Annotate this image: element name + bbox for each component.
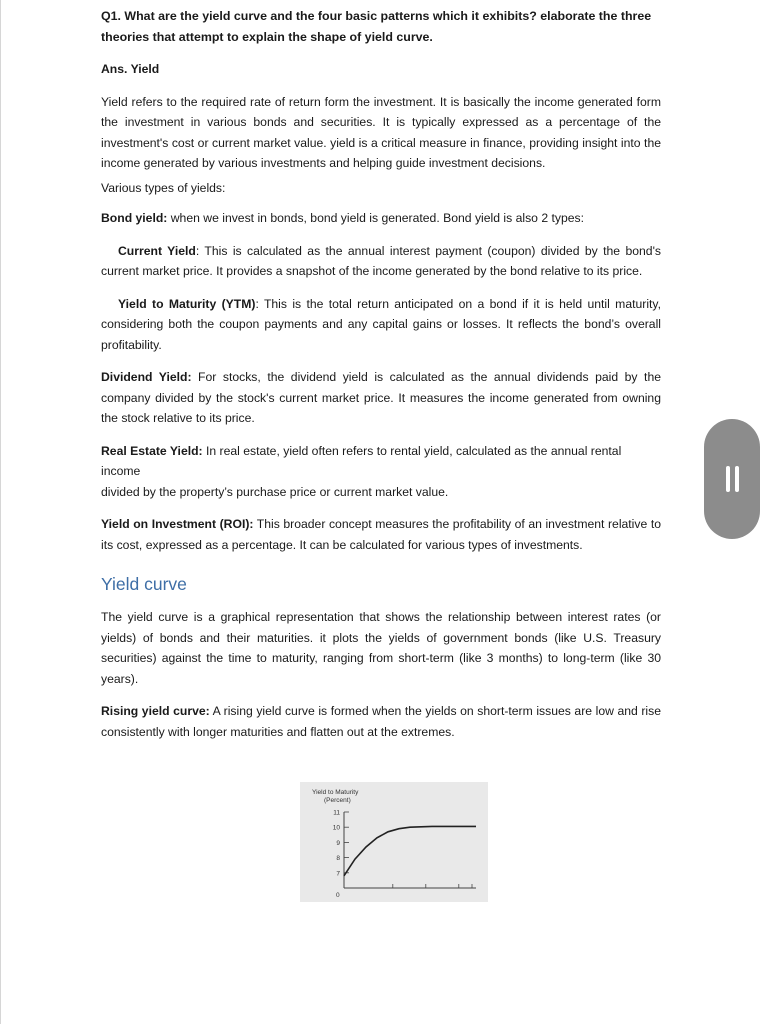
dividend-yield-text: For stocks, the dividend yield is calculated as the annual dividends paid by the company divided by the stock's current market price. It measures the income generated from owning the stock relative to its price.: [101, 370, 662, 425]
chart-ytick-label: 9: [336, 839, 340, 847]
roi-paragraph: [101, 514, 661, 555]
scroll-handle[interactable]: [704, 419, 760, 539]
rising-yield-curve-paragraph: [101, 701, 661, 742]
ytm-paragraph: [101, 294, 661, 356]
roi-label: Yield on Investment (ROI):: [101, 517, 254, 531]
roi-text: This broader concept measures the profitability of an investment relative to its cost, expressed as a percentage. It can be calculated for various types of investments.: [101, 517, 661, 552]
bond-yield-label: Bond yield:: [101, 211, 168, 225]
current-yield-paragraph: [101, 241, 661, 282]
current-yield-label: Current Yield: [118, 243, 196, 258]
yield-curve-paragraph: The yield curve is a graphical representation that shows the relationship between interest rates (or yields) of bonds and their maturities. it plots the yields of government bonds (like U.S. Treasury securities) against the time to maturity, ranging from short-term (like 3 months) to long-term (like 30 years).: [101, 610, 661, 686]
real-estate-yield-line1: In real estate, yield often refers to rental yield, calculated as the annual rental: [202, 443, 622, 458]
document-body: [101, 6, 661, 742]
page-edge: [0, 0, 1, 1024]
bond-yield-paragraph: [101, 208, 661, 229]
rising-yield-curve-label: Rising yield curve:: [101, 704, 210, 718]
types-intro: Various types of yields:: [101, 180, 226, 195]
chart-ytick-label: 8: [336, 855, 340, 863]
current-yield-text: : This is calculated as the annual interest payment (coupon) divided by the bond's current market price. It provides a snapshot of the income generated by the bond relative to its price.: [101, 243, 661, 278]
chart-series-line: [344, 826, 476, 875]
drag-handle-icon: [726, 466, 730, 492]
rising-yield-curve-figure: [300, 782, 488, 902]
ytm-text: : This is the total return anticipated on a bond if it is held until maturity, considering both the coupon payments and any capital gains or losses. It reflects the bond’s overall profitability.: [101, 296, 661, 352]
chart-ylabel-line2: (Percent): [324, 797, 351, 804]
chart-ytick-label: 10: [332, 824, 340, 832]
real-estate-yield-paragraph: [101, 441, 661, 503]
chart-ylabel-line1: Yield to Maturity: [312, 789, 359, 796]
dividend-yield-paragraph: [101, 367, 661, 429]
real-estate-yield-label: Real Estate Yield:: [101, 443, 203, 458]
chart-origin-label: 0: [336, 892, 340, 899]
bond-yield-text: when we invest in bonds, bond yield is generated. Bond yield is also 2 types:: [167, 211, 585, 225]
question-text: Q1. What are the yield curve and the four basic patterns which it exhibits? elaborate the three theories that attempt to explain the shape of yield curve.: [101, 9, 652, 44]
chart-ytick-label: 11: [333, 809, 340, 817]
yield-curve-chart: [300, 782, 488, 902]
yield-curve-heading: Yield curve: [101, 574, 187, 594]
answer-label: Ans. Yield: [101, 62, 160, 76]
real-estate-yield-line2: income: [101, 464, 141, 478]
real-estate-yield-line3: divided by the property’s purchase price or current market value.: [101, 484, 449, 499]
ytm-label: Yield to Maturity (YTM): [118, 296, 256, 311]
chart-ytick-label: 7: [336, 870, 340, 878]
dividend-yield-label: Dividend Yield:: [101, 370, 192, 384]
drag-handle-icon-bar: [735, 466, 739, 492]
intro-paragraph: Yield refers to the required rate of return form the investment. It is basically the income generated form the investment in various bonds and securities. It is typically expressed as a percentage of the investment's cost or current market value. yield is a critical measure in finance, providing insight into the income generated by various investments and helping guide investment decisions.: [101, 94, 661, 170]
rising-yield-curve-text: A rising yield curve is formed when the yields on short-term issues are low and rise consistently with longer maturities and flatten out at the extremes.: [101, 704, 661, 739]
